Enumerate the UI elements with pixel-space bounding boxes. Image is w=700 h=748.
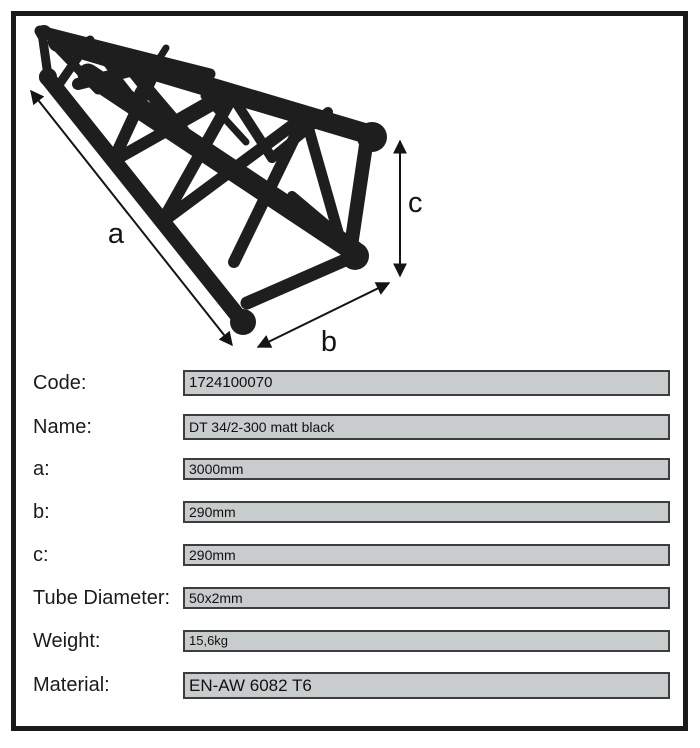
- field-value-a: 3000mm: [183, 458, 670, 480]
- truss-cap: [357, 122, 387, 152]
- dim-label-c: c: [408, 187, 423, 219]
- field-value-weight: 15,6kg: [183, 630, 670, 652]
- field-value-c: 290mm: [183, 544, 670, 566]
- field-label-tube-diameter: Tube Diameter:: [33, 587, 171, 609]
- truss-tube: [247, 257, 352, 303]
- field-label-material: Material:: [33, 674, 110, 696]
- field-label-a: a:: [33, 458, 50, 480]
- field-label-code: Code:: [33, 372, 87, 394]
- field-value-b: 290mm: [183, 501, 670, 523]
- field-value-material: EN-AW 6082 T6: [183, 672, 670, 699]
- field-label-c: c:: [33, 544, 49, 566]
- field-label-b: b:: [33, 501, 50, 523]
- truss-diagram: [0, 0, 700, 362]
- truss-cap: [230, 309, 256, 335]
- field-value-code: 1724100070: [183, 370, 670, 396]
- field-value-name: DT 34/2-300 matt black: [183, 414, 670, 440]
- dim-label-a: a: [107, 218, 125, 250]
- dim-label-b: b: [320, 326, 338, 358]
- field-label-name: Name:: [33, 416, 92, 438]
- field-label-weight: Weight:: [33, 630, 101, 652]
- field-value-tube-diameter: 50x2mm: [183, 587, 670, 609]
- truss-silhouette: [36, 25, 387, 335]
- truss-tube: [351, 145, 366, 246]
- truss-cap: [39, 68, 57, 86]
